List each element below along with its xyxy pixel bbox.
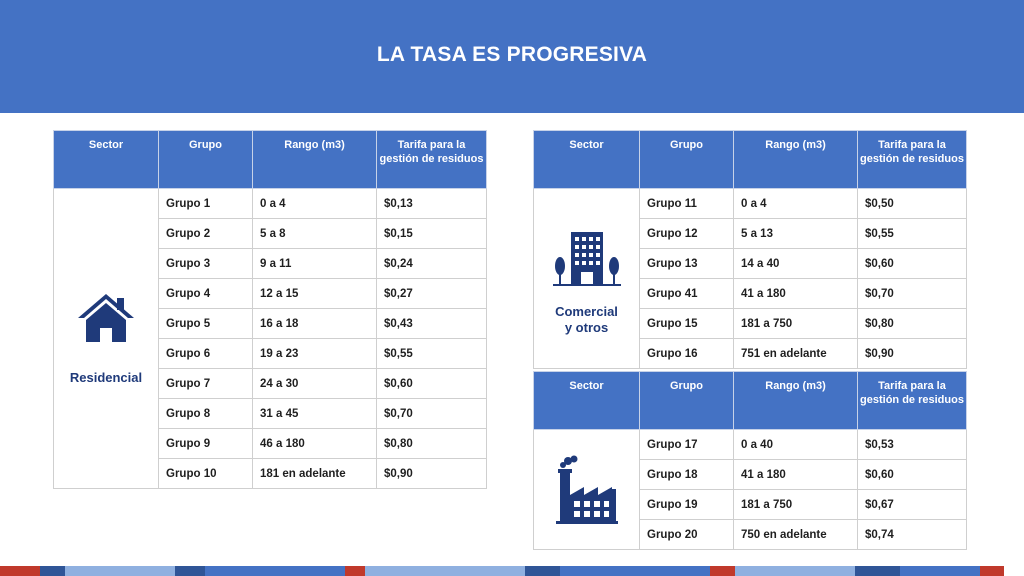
rango-cell: 31 a 45 [253,399,377,429]
header-tarifa: Tarifa para la gestión de residuos [858,131,967,189]
rango-cell: 41 a 180 [734,279,858,309]
grupo-cell: Grupo 12 [640,219,734,249]
residential-rate-table [53,130,487,489]
sector-label-comercial-line2: y otros [564,319,609,335]
header-sector: Sector [534,372,640,430]
tarifa-cell: $0,67 [858,490,967,520]
tarifa-cell: $0,24 [377,249,487,279]
grupo-cell: Grupo 6 [159,339,253,369]
header-tarifa: Tarifa para la gestión de residuos [858,372,967,430]
grupo-cell: Grupo 41 [640,279,734,309]
grupo-cell: Grupo 19 [640,490,734,520]
grupo-cell: Grupo 11 [640,189,734,219]
table-header-row [54,131,487,189]
commercial-rate-table [533,130,967,369]
grupo-cell: Grupo 20 [640,520,734,550]
grupo-cell: Grupo 1 [159,189,253,219]
rango-cell: 751 en adelante [734,339,858,369]
table-row [534,189,967,219]
rango-cell: 16 a 18 [253,309,377,339]
sector-cell-industrial [534,430,640,550]
tarifa-cell: $0,70 [377,399,487,429]
rango-cell: 750 en adelante [734,520,858,550]
sector-cell-comercial [534,189,640,369]
rango-cell: 19 a 23 [253,339,377,369]
tarifa-cell: $0,50 [858,189,967,219]
title-banner [0,0,1024,113]
header-sector: Sector [534,131,640,189]
tarifa-cell: $0,60 [377,369,487,399]
grupo-cell: Grupo 9 [159,429,253,459]
table-row [534,430,967,460]
grupo-cell: Grupo 5 [159,309,253,339]
header-sector: Sector [54,131,159,189]
tarifa-cell: $0,90 [377,459,487,489]
header-rango: Rango (m3) [253,131,377,189]
header-rango: Rango (m3) [734,131,858,189]
rango-cell: 14 a 40 [734,249,858,279]
grupo-cell: Grupo 2 [159,219,253,249]
tarifa-cell: $0,70 [858,279,967,309]
grupo-cell: Grupo 18 [640,460,734,490]
tarifa-cell: $0,27 [377,279,487,309]
grupo-cell: Grupo 10 [159,459,253,489]
table-header-row [534,372,967,430]
grupo-cell: Grupo 17 [640,430,734,460]
rango-cell: 12 a 15 [253,279,377,309]
grupo-cell: Grupo 13 [640,249,734,279]
tarifa-cell: $0,55 [377,339,487,369]
grupo-cell: Grupo 16 [640,339,734,369]
grupo-cell: Grupo 7 [159,369,253,399]
tarifa-cell: $0,55 [858,219,967,249]
tarifa-cell: $0,60 [858,249,967,279]
table-header-row [534,131,967,189]
tarifa-cell: $0,15 [377,219,487,249]
rango-cell: 41 a 180 [734,460,858,490]
sector-label-comercial-line1: Comercial [555,303,618,319]
rango-cell: 181 a 750 [734,490,858,520]
grupo-cell: Grupo 4 [159,279,253,309]
rango-cell: 0 a 4 [253,189,377,219]
tarifa-cell: $0,43 [377,309,487,339]
grupo-cell: Grupo 8 [159,399,253,429]
rango-cell: 0 a 40 [734,430,858,460]
tarifa-cell: $0,90 [858,339,967,369]
sector-label-residencial: Residencial [69,369,143,385]
tarifa-cell: $0,80 [858,309,967,339]
page-title: LA TASA ES PROGRESIVA [376,43,648,66]
header-grupo: Grupo [640,131,734,189]
rango-cell: 24 a 30 [253,369,377,399]
factory-icon [554,455,620,525]
rango-cell: 181 en adelante [253,459,377,489]
tarifa-cell: $0,60 [858,460,967,490]
grupo-cell: Grupo 15 [640,309,734,339]
house-icon [76,292,136,344]
rango-cell: 5 a 13 [734,219,858,249]
industrial-rate-table [533,371,967,550]
rango-cell: 0 a 4 [734,189,858,219]
rango-cell: 9 a 11 [253,249,377,279]
footer-decorative-strip [0,566,1024,576]
rango-cell: 181 a 750 [734,309,858,339]
tarifa-cell: $0,80 [377,429,487,459]
rango-cell: 46 a 180 [253,429,377,459]
rango-cell: 5 a 8 [253,219,377,249]
header-grupo: Grupo [159,131,253,189]
grupo-cell: Grupo 3 [159,249,253,279]
sector-cell-residencial [54,189,159,489]
office-building-icon [553,230,621,286]
header-tarifa: Tarifa para la gestión de residuos [377,131,487,189]
header-rango: Rango (m3) [734,372,858,430]
tarifa-cell: $0,74 [858,520,967,550]
tarifa-cell: $0,53 [858,430,967,460]
header-grupo: Grupo [640,372,734,430]
table-row [54,189,487,219]
tarifa-cell: $0,13 [377,189,487,219]
